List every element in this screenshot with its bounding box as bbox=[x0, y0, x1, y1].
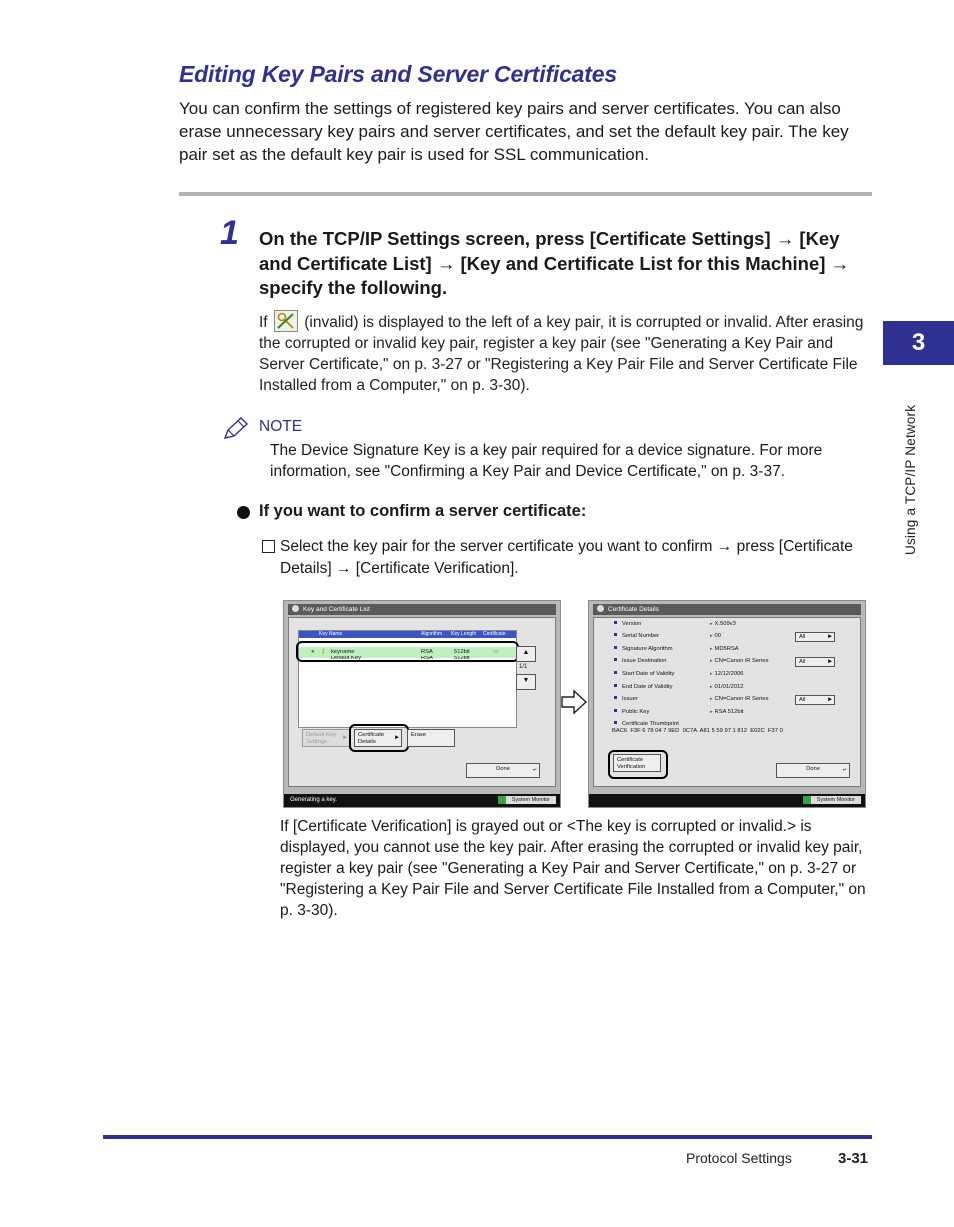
field-label: Issuer bbox=[614, 694, 638, 705]
arrow-right-icon: ▶ bbox=[828, 658, 832, 665]
screen-icon bbox=[597, 605, 604, 612]
all-button[interactable] bbox=[795, 632, 835, 642]
field-value: ▸ RSA 512bit bbox=[710, 707, 744, 718]
all-label: All bbox=[799, 634, 806, 640]
field-label: Public Key bbox=[614, 707, 649, 718]
note-body: The Device Signature Key is a key pair required for a device signature. For more information, see "Confirming a Key Pair and Device Certificate," on p. 3-37. bbox=[270, 442, 823, 480]
screen1-statusbar bbox=[284, 794, 560, 807]
note-label: NOTE bbox=[259, 418, 303, 435]
arrow-right-icon bbox=[560, 689, 588, 715]
done-button[interactable] bbox=[776, 763, 850, 778]
screen1-title: Key and Certificate List bbox=[303, 606, 370, 613]
certificate-icon: ▭ bbox=[493, 649, 499, 655]
col-key-name: Key Name bbox=[319, 631, 343, 637]
enter-icon: ↵ bbox=[532, 767, 537, 773]
arrow-right-icon: ▶ bbox=[828, 633, 832, 640]
bullet-icon bbox=[237, 506, 250, 519]
screen1-titlebar bbox=[288, 604, 556, 615]
field-label: Signature Algorithm bbox=[614, 644, 673, 655]
all-label: All bbox=[799, 697, 806, 703]
certificate-details-label: Certificate Details bbox=[358, 732, 385, 745]
intro-paragraph: You can confirm the settings of registered key pairs and server certificates. You can also erase unnecessary key pairs and server certificates, and set the default key pair. The key pair set as the default key pair is used for SSL communication. bbox=[179, 99, 849, 164]
field-label: Start Date of Validity bbox=[614, 669, 674, 680]
thumbprint-label: Certificate Thumbprint bbox=[614, 719, 679, 730]
enter-icon: ↵ bbox=[842, 767, 847, 773]
section-title: Editing Key Pairs and Server Certificates bbox=[179, 61, 617, 87]
field-label: End Date of Validity bbox=[614, 682, 672, 693]
col-key-length: Key Length bbox=[451, 631, 477, 637]
arrow-right-icon: ▶ bbox=[828, 696, 832, 703]
footer-rule bbox=[103, 1135, 872, 1139]
default-key-settings-button[interactable] bbox=[302, 729, 350, 747]
field-value: ▸ 01/01/2012 bbox=[710, 682, 744, 693]
screen-icon bbox=[292, 605, 299, 612]
bullet-heading: If you want to confirm a server certificate: bbox=[259, 502, 587, 520]
closing-paragraph: If [Certificate Verification] is grayed out or <The key is corrupted or invalid.> is displayed, you cannot use the key pair. After erasing the corrupted or invalid key pair, register a key pair (see "Generating a Key Pair and Server Certificate," on p. 3-27 or "Registering a Key Pair File and Server Certificate File Installed from a Computer," on p. 3-30). bbox=[280, 818, 866, 919]
field-label: Serial Number bbox=[614, 631, 659, 642]
arrow-right-icon: ▶ bbox=[395, 734, 399, 741]
field-value: ▸ 00 bbox=[710, 631, 721, 642]
checklist-item: Select the key pair for the server certificate you want to confirm → press [Certificate Details] → [Certificate Verification]. bbox=[280, 538, 853, 577]
system-monitor-button[interactable]: System Monitor bbox=[498, 796, 556, 804]
invalid-key-paragraph bbox=[259, 310, 869, 396]
screen2-titlebar bbox=[593, 604, 861, 615]
invalid-text: (invalid) is displayed to the left of a key pair, it is corrupted or invalid. After erasing the corrupted or invalid key pair, register a key pair (see "Generating a Key Pair and Server Certificate," on p. 3-27 or "Registering a Key Pair File and Server Certificate File Installed from a Computer," on p. 3-30). bbox=[259, 314, 864, 394]
button-highlight bbox=[608, 750, 668, 779]
thumbprint-value: BAC6 F3F 6 78 04 7 9ED 0C7A A81 5 59 97 1 812 E02C F37 0 bbox=[612, 728, 783, 734]
step-number: 1 bbox=[220, 214, 239, 252]
all-button[interactable] bbox=[795, 657, 835, 667]
button-highlight bbox=[349, 724, 409, 752]
row-key-length: 512bit bbox=[454, 656, 470, 661]
step-instruction: On the TCP/IP Settings screen, press [Certificate Settings] → [Key and Certificate List] → [Key and Certificate List for this Machine] → specify the following. bbox=[259, 228, 850, 298]
row-key-length: 512bit bbox=[454, 649, 470, 655]
checkbox-icon bbox=[262, 540, 275, 553]
all-button[interactable] bbox=[795, 695, 835, 705]
screen2-title: Certificate Details bbox=[608, 606, 659, 613]
page-number: 3-31 bbox=[838, 1150, 869, 1167]
chapter-tab: 3 bbox=[883, 321, 954, 365]
status-text: Generating a key. bbox=[290, 797, 337, 803]
row-algorithm: RSA bbox=[421, 656, 433, 661]
pencil-icon bbox=[222, 416, 250, 442]
row-key-name: keyname bbox=[331, 649, 355, 655]
done-button[interactable] bbox=[466, 763, 540, 778]
invalid-key-icon bbox=[274, 310, 298, 332]
default-key-label: Default Key Settings bbox=[306, 732, 336, 745]
scroll-up-button[interactable] bbox=[516, 646, 536, 662]
field-label: Version bbox=[614, 619, 641, 630]
page-indicator: 1/1 bbox=[519, 664, 528, 670]
all-label: All bbox=[799, 659, 806, 665]
row-algorithm: RSA bbox=[421, 649, 433, 655]
row-key-name: Default Key bbox=[331, 656, 361, 661]
screen2-statusbar bbox=[589, 794, 865, 807]
selected-dot-icon: ● bbox=[311, 649, 315, 655]
chapter-side-label: Using a TCP/IP Network bbox=[903, 404, 918, 555]
down-arrow-icon: ▼ bbox=[522, 677, 530, 684]
system-monitor-button[interactable]: System Monitor bbox=[803, 796, 861, 804]
scroll-down-button[interactable] bbox=[516, 674, 536, 690]
row-highlight bbox=[296, 641, 519, 662]
invalid-prefix: If bbox=[259, 314, 268, 331]
field-value: ▸ X.509v3 bbox=[710, 619, 736, 630]
verification-label: Certificate Verification bbox=[617, 757, 646, 770]
field-label: Issue Destination bbox=[614, 656, 666, 667]
field-value: ▸ CN=Canon iR Series bbox=[710, 694, 768, 705]
field-value: ▸ 12/12/2006 bbox=[710, 669, 744, 680]
up-arrow-icon: ▲ bbox=[522, 649, 530, 656]
table-header bbox=[299, 631, 516, 638]
erase-label: Erase bbox=[411, 732, 427, 738]
col-certificate: Certificate bbox=[483, 631, 506, 637]
col-algorithm: Algorithm bbox=[421, 631, 443, 637]
done-label: Done bbox=[806, 766, 820, 772]
erase-button[interactable] bbox=[407, 729, 455, 747]
section-divider bbox=[179, 192, 872, 196]
arrow-right-icon: ▶ bbox=[343, 734, 347, 741]
footer-section-name: Protocol Settings bbox=[686, 1150, 792, 1166]
key-icon: ⚷ bbox=[321, 649, 326, 655]
field-value: ▸ CN=Canon iR Series bbox=[710, 656, 768, 667]
field-value: ▸ MD5RSA bbox=[710, 644, 739, 655]
done-label: Done bbox=[496, 766, 510, 772]
